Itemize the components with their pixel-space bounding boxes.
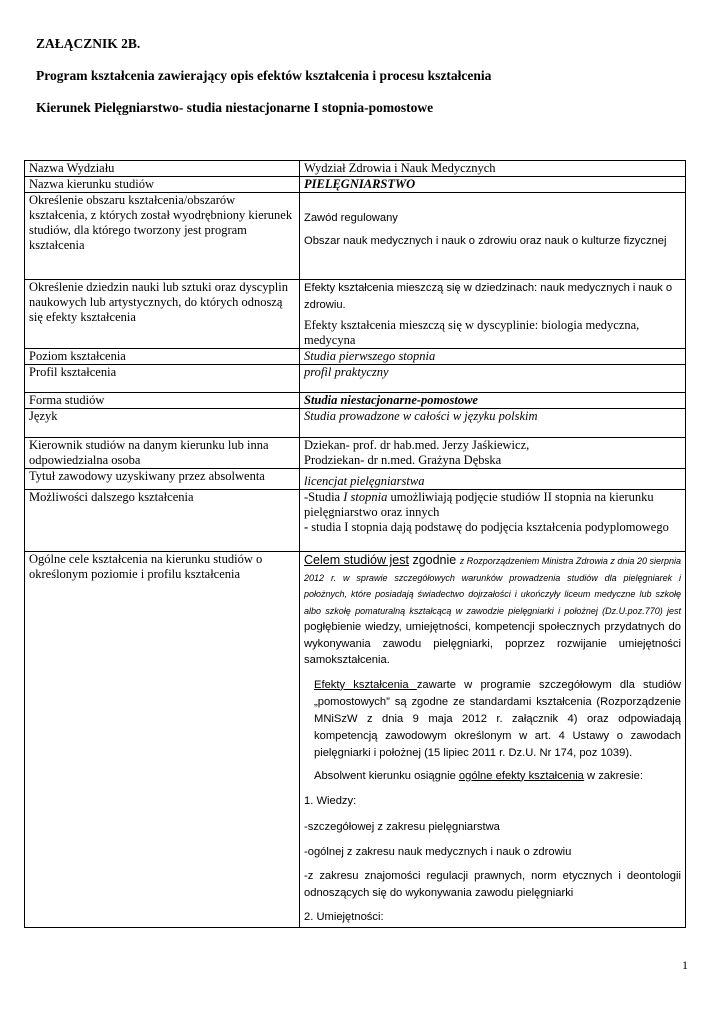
areas-value-2: Obszar nauk medycznych i nauk o zdrowiu oraz nauk o kulturze fizycznej (304, 235, 667, 247)
table-row (25, 552, 686, 928)
table-row (25, 365, 686, 393)
program-table (24, 160, 686, 928)
table-row (25, 490, 686, 552)
table-row (25, 161, 686, 177)
page-number: 1 (682, 958, 688, 972)
language-label: Język (25, 409, 300, 438)
head-label: Kierownik studiów na danym kierunku lub inna odpowiedzialna osoba (25, 438, 300, 469)
goals-label: Ogólne cele kształcenia na kierunku studiów o określonym poziomie i profilu kształcenia (25, 552, 300, 928)
further-line-1: -Studia I stopnia umożliwiają podjęcie studiów II stopnia na kierunku pielęgniarstwo oraz innych (304, 490, 654, 519)
goals-effects: Efekty kształcenia zawarte w programie szczegółowym dla studiów „pomostowych” są zgodne ze standardami kształcenia (Rozporządzenie MNiSzW z dnia 9 maja 2012 r. załącznik 4) oraz odpowiadają kompetencją zawodowym określonym w art. 4 Ustawy o zawodach pielęgniarki i położnej (15 lipiec 2011 r. Dz.U. Nr 174, poz 1039). (314, 678, 681, 759)
level-value: Studia pierwszego stopnia (300, 349, 686, 365)
faculty-label: Nazwa Wydziału (25, 161, 300, 177)
table-row (25, 409, 686, 438)
table-row (25, 193, 686, 280)
language-value: Studia prowadzone w całości w języku polskim (300, 409, 686, 438)
table-row (25, 177, 686, 193)
goals-k3: -z zakresu znajomości regulacji prawnych, norm etycznych i deontologii odnoszących się do wykonywania zawodu pielęgniarki (304, 869, 681, 899)
title-value: licencjat pielęgniarstwa (300, 469, 686, 490)
level-label: Poziom kształcenia (25, 349, 300, 365)
table-row (25, 438, 686, 469)
areas-value-1: Zawód regulowany (304, 212, 398, 224)
program-title: Program kształcenia zawierający opis efektów kształcenia i procesu kształcenia (36, 68, 492, 83)
disciplines-label: Określenie dziedzin nauki lub sztuki oraz dyscyplin naukowych lub artystycznych, do których odnoszą się efekty kształcenia (25, 280, 300, 349)
direction-title: Kierunek Pielęgniarstwo- studia niestacjonarne I stopnia-pomostowe (36, 100, 434, 115)
table-row (25, 280, 686, 349)
table-row (25, 349, 686, 365)
further-label: Możliwości dalszego kształcenia (25, 490, 300, 552)
table-row (25, 469, 686, 490)
vice-dean-line: Prodziekan- dr n.med. Grażyna Dębska (304, 453, 502, 467)
goals-k1: -szczegółowej z zakresu pielęgniarstwa (304, 820, 500, 833)
areas-label: Określenie obszaru kształcenia/obszarów kształcenia, z których został wyodrębniony kierunek studiów, dla którego tworzony jest program kształcenia (25, 193, 300, 280)
title-label: Tytuł zawodowy uzyskiwany przez absolwenta (25, 469, 300, 490)
disciplines-value-1: Efekty kształcenia mieszczą się w dziedzinach: nauk medycznych i nauk o zdrowiu. (304, 282, 673, 311)
goals-graduate: Absolwent kierunku osiągnie ogólne efekty kształcenia w zakresie: (314, 769, 643, 782)
field-label: Nazwa kierunku studiów (25, 177, 300, 193)
profile-value: profil praktyczny (300, 365, 686, 393)
form-value: Studia niestacjonarne-pomostowe (300, 393, 686, 409)
form-label: Forma studiów (25, 393, 300, 409)
profile-label: Profil kształcenia (25, 365, 300, 393)
table-row (25, 393, 686, 409)
annex-title: ZAŁĄCZNIK 2B. (36, 36, 141, 51)
further-line-2: - studia I stopnia dają podstawę do podjęcia kształcenia podyplomowego (304, 520, 669, 534)
goals-knowledge: 1. Wiedzy: (304, 794, 357, 807)
dean-line: Dziekan- prof. dr hab.med. Jerzy Jaśkiewicz, (304, 438, 530, 452)
field-value: PIELĘGNIARSTWO (300, 177, 686, 193)
goals-aim: Celem studiów jest zgodnie z Rozporządzeniem Ministra Zdrowia z dnia 20 sierpnia 2012 r. w sprawie szczegółowych warunków prowadzenia studiów dla pielęgniarek i położnych, które posiadają świadectwo dojrzałości i ukończyły liceum medyczne lub szkołę albo szkołę pomaturalną kształcącą w zawodzie pielęgniarki i położnej (Dz.U.poz.770) jest pogłębienie wiedzy, umiejętności, kompetencji społecznych przydatnych do wykonywania zawodu pielęgniarki, poprzez rozwijanie umiejętności samokształcenia. (304, 553, 681, 666)
goals-k2: -ogólnej z zakresu nauk medycznych i nauk o zdrowiu (304, 845, 572, 858)
faculty-value: Wydział Zdrowia i Nauk Medycznych (300, 161, 686, 177)
goals-skills: 2. Umiejętności: (304, 910, 384, 923)
disciplines-value-2: Efekty kształcenia mieszczą się w dyscyplinie: biologia medyczna, medycyna (304, 318, 640, 347)
